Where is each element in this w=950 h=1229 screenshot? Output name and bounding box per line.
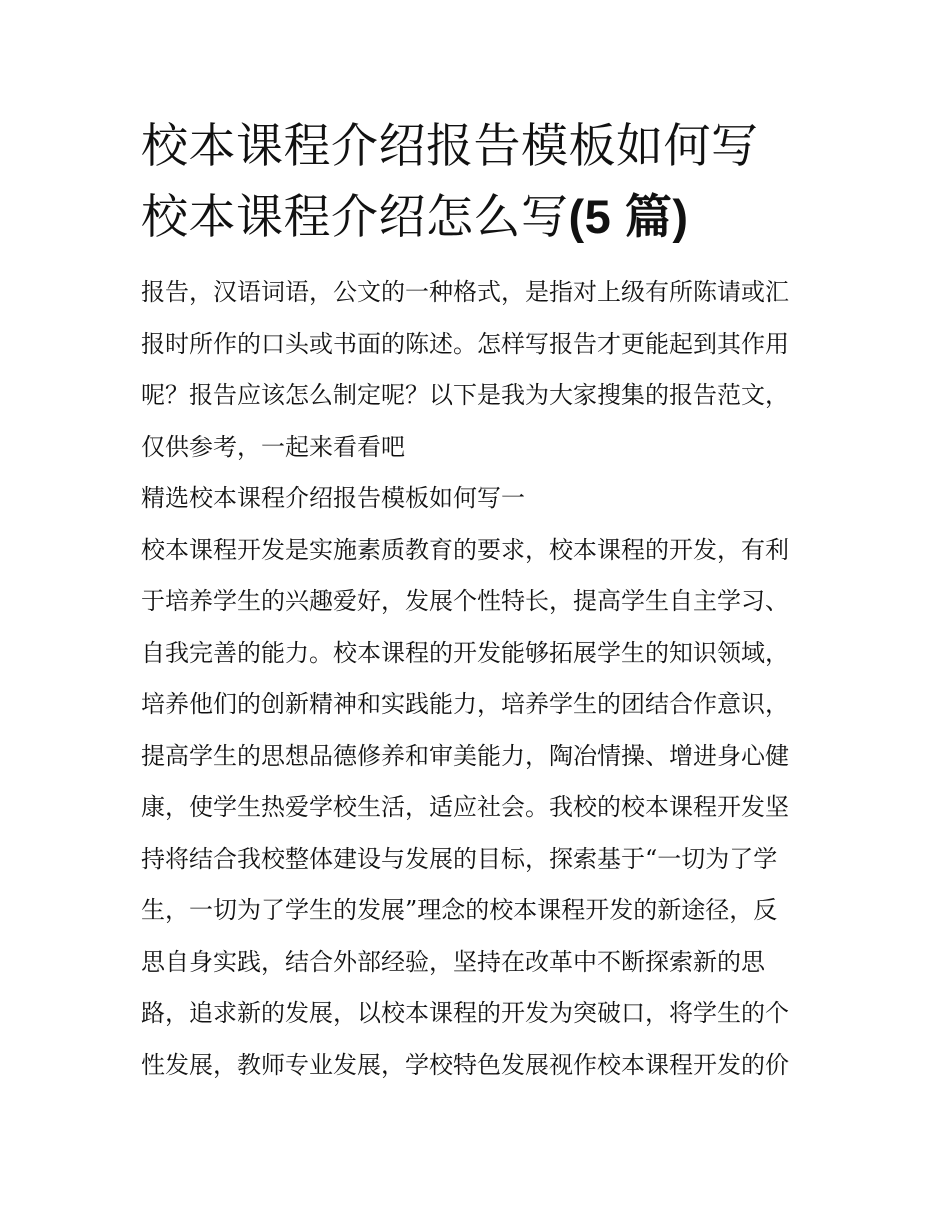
title-line-1: 校本课程介绍报告模板如何写 <box>141 119 759 174</box>
document-title <box>141 112 813 253</box>
section-line-8: 生，一切为了学生的发展”理念的校本课程开发的新途径，反 <box>141 896 778 924</box>
section-paragraph <box>141 525 813 1092</box>
section-line-9: 思自身实践，结合外部经验，坚持在改革中不断探索新的思 <box>141 947 765 976</box>
intro-paragraph <box>141 267 813 473</box>
section-line-7: 持将结合我校整体建设与发展的目标，探索基于“一切为了学 <box>141 844 778 873</box>
title-line-2-text: 校本课程介绍怎么写 <box>141 190 569 245</box>
section-line-1: 校本课程开发是实施素质教育的要求，校本课程的开发，有利 <box>141 535 789 564</box>
section-line-10: 路，追求新的发展，以校本课程的开发为突破口，将学生的个 <box>141 999 789 1027</box>
intro-line-1: 报告，汉语词语，公文的一种格式，是指对上级有所陈请或汇 <box>141 278 789 306</box>
intro-line-2: 报时所作的口头或书面的陈述。怎样写报告才更能起到其作用 <box>141 329 789 358</box>
section-line-5: 提高学生的思想品德修养和审美能力，陶冶情操、增进身心健 <box>141 741 789 770</box>
section-line-3: 自我完善的能力。校本课程的开发能够拓展学生的知识领域， <box>141 638 789 667</box>
intro-line-4: 仅供参考，一起来看看吧 <box>141 432 405 461</box>
title-count-suffix: (5 篇) <box>568 190 689 243</box>
document-content <box>141 112 813 1091</box>
section-line-2: 于培养学生的兴趣爱好，发展个性特长，提高学生自主学习、 <box>141 587 789 615</box>
section-line-4: 培养他们的创新精神和实践能力，培养学生的团结合作意识， <box>141 690 789 718</box>
title-line-2 <box>141 182 813 253</box>
intro-line-3: 呢？报告应该怎么制定呢？以下是我为大家搜集的报告范文， <box>141 381 789 409</box>
section-heading-block <box>141 473 813 525</box>
section-line-11: 性发展，教师专业发展，学校特色发展视作校本课程开发的价 <box>141 1050 789 1079</box>
section-heading: 精选校本课程介绍报告模板如何写一 <box>141 484 525 512</box>
section-line-6: 康，使学生热爱学校生活，适应社会。我校的校本课程开发坚 <box>141 793 789 821</box>
